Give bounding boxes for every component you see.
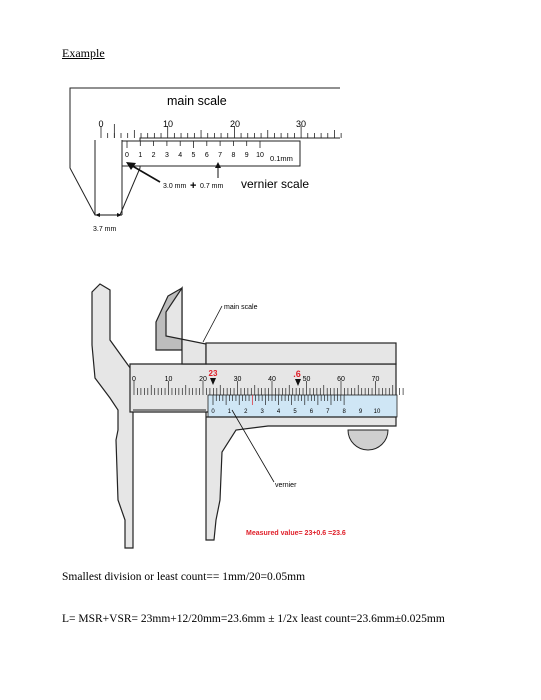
thumb-wheel — [348, 430, 388, 450]
example-heading: Example — [62, 46, 105, 60]
caliper-main-number: 0 — [132, 376, 136, 383]
caliper-vernier-number: 8 — [342, 409, 346, 415]
vernier-number: 2 — [151, 152, 156, 159]
caliper-vernier-number: 1 — [227, 409, 232, 415]
caliper-vernier-number: 2 — [244, 409, 248, 415]
vernier-number: 10 — [256, 152, 264, 159]
caliper-main-number: 70 — [371, 376, 380, 383]
sum-label-a: 3.0 mm — [163, 183, 187, 190]
fixed-jaw — [92, 284, 133, 548]
vernier-label: vernier — [275, 482, 297, 489]
caliper-main-number: 10 — [164, 376, 173, 383]
main-scale-label: main scale — [224, 304, 258, 311]
caliper-main-number: 50 — [302, 376, 311, 383]
sum-label-plus: + — [190, 180, 197, 192]
vernier-number: 0 — [125, 152, 129, 159]
caliper-vernier-number: 0 — [211, 409, 215, 415]
main-scale-leader — [203, 306, 222, 342]
vernier-number: 3 — [164, 152, 169, 159]
measured-value: Measured value= 23+0.6 =23.6 — [246, 530, 346, 537]
vernier-number: 1 — [138, 152, 143, 159]
caliper-main-number: 20 — [199, 376, 207, 383]
vernier-number: 7 — [218, 152, 223, 159]
least-count-text: Smallest division or least count== 1mm/20=0.05mm — [62, 571, 306, 583]
caliper-vernier-number: 6 — [309, 409, 314, 415]
caliper-vernier-number: 3 — [260, 409, 264, 415]
vernier-number: 4 — [178, 152, 183, 159]
caliper-main-number: 60 — [337, 376, 345, 383]
vernier-number: 6 — [204, 152, 209, 159]
slider-top-box — [206, 343, 396, 364]
vernier-number: 8 — [231, 152, 236, 159]
vernier-number: 5 — [191, 152, 196, 159]
main-number-20: 20 — [229, 119, 241, 129]
caliper-vernier-number: 10 — [373, 409, 381, 415]
vernier-strip — [208, 395, 397, 417]
vernier-scale-title: vernier scale — [241, 177, 310, 191]
caliper-vernier-number: 9 — [358, 409, 363, 415]
vernier-number: 9 — [244, 152, 249, 159]
main-number-10: 10 — [162, 119, 174, 129]
main-number-30: 30 — [295, 119, 307, 129]
length-formula-text: L= MSR+VSR= 23mm+12/20mm=23.6mm ± 1/2x least count=23.6mm±0.025mm — [62, 613, 445, 625]
caliper-main-number: 30 — [233, 376, 242, 383]
sum-label-b: 0.7 mm — [200, 183, 224, 190]
marker-23-label: 23 — [208, 369, 218, 378]
caliper-main-number: 40 — [268, 376, 276, 383]
caliper-vernier-number: 7 — [326, 409, 330, 415]
gap-label: 3.7 mm — [93, 226, 117, 233]
main-scale-title: main scale — [167, 94, 227, 108]
caliper-vernier-number: 4 — [276, 409, 281, 415]
main-number-0: 0 — [98, 119, 104, 129]
caliper-vernier-number: 5 — [293, 409, 297, 415]
vernier-unit-label: 0.1mm — [270, 154, 293, 163]
marker-6-label: .6 — [293, 369, 301, 379]
